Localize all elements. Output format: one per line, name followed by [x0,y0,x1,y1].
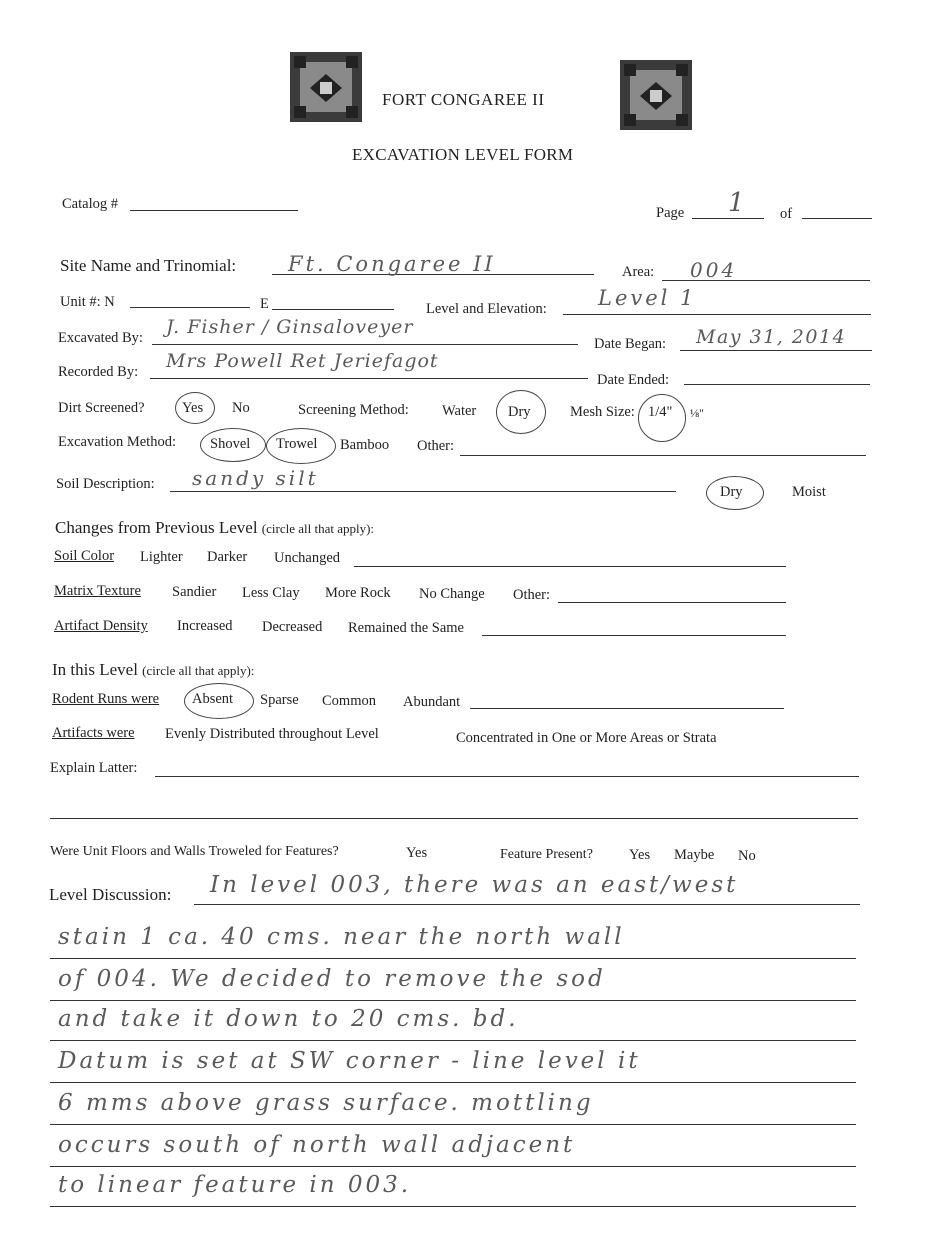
discussion-text-1: In level 003, there was an east/west [210,872,739,898]
date-began-field[interactable] [680,350,872,351]
excavation-other-field[interactable] [460,455,866,456]
shovel-option[interactable]: Shovel [210,436,251,452]
page-label: Page [656,205,685,221]
date-began-value: May 31, 2014 [696,326,847,348]
discussion-text-2: stain 1 ca. 40 cms. near the north wall [58,924,625,950]
decreased-option[interactable]: Decreased [262,619,323,635]
date-ended-label: Date Ended: [597,372,670,388]
artifact-density-field[interactable] [482,635,786,636]
concentrated-option[interactable]: Concentrated in One or More Areas or Strata [456,730,717,746]
rodent-runs-field[interactable] [470,708,784,709]
recorded-label: Recorded By: [58,364,139,380]
lighter-option[interactable]: Lighter [140,549,183,565]
site-value: Ft. Congaree II [288,252,496,276]
unit-n-field[interactable] [130,307,250,308]
evenly-option[interactable]: Evenly Distributed throughout Level [165,726,379,742]
common-option[interactable]: Common [322,693,376,709]
recorded-field[interactable] [150,378,588,379]
site-label: Site Name and Trinomial: [60,256,237,275]
matrix-texture-label: Matrix Texture [54,583,141,599]
mesh-size-label: Mesh Size: [570,404,635,420]
less-clay-option[interactable]: Less Clay [242,585,300,601]
recorded-value: Mrs Powell Ret Jeriefagot [166,350,439,372]
discussion-text-7: occurs south of north wall adjacent [58,1132,576,1158]
soil-desc-value: sandy silt [192,466,319,490]
artifact-density-label: Artifact Density [54,618,148,634]
absent-option[interactable]: Absent [192,691,234,707]
soil-color-label: Soil Color [54,548,115,564]
level-heading-text: In this Level [52,660,138,679]
soil-desc-field[interactable] [170,491,676,492]
unit-e-label: E [260,296,269,312]
dirt-screened-label: Dirt Screened? [58,400,145,416]
discussion-text-4: and take it down to 20 cms. bd. [58,1006,519,1032]
level-note: (circle all that apply): [142,663,255,678]
excavated-value: J. Fisher / Ginsaloveyer [166,316,414,338]
no-change-option[interactable]: No Change [419,586,485,602]
explain-field-2[interactable] [50,818,858,819]
changes-heading-text: Changes from Previous Level [55,518,258,537]
form-header-title: FORT CONGAREE II [382,90,545,109]
troweled-yes-option[interactable]: Yes [406,845,428,861]
excavation-other-label: Other: [417,438,455,454]
area-label: Area: [622,264,655,280]
page-value: 1 [728,188,748,218]
soil-moist-option[interactable]: Moist [792,484,826,500]
screening-method-label: Screening Method: [298,402,409,418]
sandier-option[interactable]: Sandier [172,584,217,600]
increased-option[interactable]: Increased [177,618,233,634]
feature-maybe-option[interactable]: Maybe [674,847,715,863]
level-label: Level and Elevation: [426,301,547,317]
soil-color-field[interactable] [354,566,786,567]
explain-field-1[interactable] [155,776,859,777]
artifacts-were-label: Artifacts were [52,725,135,741]
remained-option[interactable]: Remained the Same [348,620,464,636]
discussion-line-2[interactable] [50,958,856,959]
fort-logo-left [290,52,362,122]
dry-option[interactable]: Dry [508,404,531,420]
dirt-yes-option[interactable]: Yes [182,400,204,416]
area-value: 004 [690,258,738,282]
discussion-text-5: Datum is set at SW corner - line level it [58,1048,641,1074]
discussion-line-6[interactable] [50,1124,856,1125]
feature-yes-option[interactable]: Yes [629,847,651,863]
rodent-runs-label: Rodent Runs were [52,691,160,707]
of-field[interactable] [802,218,872,219]
troweled-question: Were Unit Floors and Walls Troweled for Features? [50,844,339,859]
page-field[interactable] [692,218,764,219]
level-heading [52,660,254,680]
matrix-other-field[interactable] [558,602,786,603]
discussion-line-8[interactable] [50,1206,856,1207]
discussion-text-3: of 004. We decided to remove the sod [58,966,606,992]
discussion-line-5[interactable] [50,1082,856,1083]
excavated-label: Excavated By: [58,330,143,346]
dirt-no-option[interactable]: No [232,400,250,416]
discussion-line-4[interactable] [50,1040,856,1041]
mesh-eighth-option[interactable]: ⅛" [690,406,704,420]
level-field[interactable] [563,314,871,315]
sparse-option[interactable]: Sparse [260,692,299,708]
date-ended-field[interactable] [684,384,870,385]
soil-desc-label: Soil Description: [56,476,155,492]
bamboo-option[interactable]: Bamboo [340,437,390,453]
unit-e-field[interactable] [272,309,394,310]
form-title: EXCAVATION LEVEL FORM [352,145,574,164]
of-label: of [780,206,793,222]
changes-heading [55,518,374,538]
water-option[interactable]: Water [442,403,477,419]
date-began-label: Date Began: [594,336,667,352]
discussion-text-6: 6 mms above grass surface. mottling [58,1090,594,1116]
catalog-label: Catalog # [62,196,118,212]
more-rock-option[interactable]: More Rock [325,585,391,601]
explain-label: Explain Latter: [50,760,138,776]
soil-dry-option[interactable]: Dry [720,484,743,500]
excavation-method-label: Excavation Method: [58,434,176,450]
unit-label: Unit #: N [60,294,115,310]
feature-no-option[interactable]: No [738,848,756,864]
unchanged-option[interactable]: Unchanged [274,550,341,566]
discussion-line-7[interactable] [50,1166,856,1167]
abundant-option[interactable]: Abundant [403,694,461,710]
discussion-label: Level Discussion: [49,885,172,904]
catalog-field[interactable] [130,210,298,211]
mesh-quarter-option[interactable]: 1/4" [648,404,673,420]
discussion-line-3[interactable] [50,1000,856,1001]
level-value: Level 1 [598,286,697,310]
darker-option[interactable]: Darker [207,549,248,565]
feature-question: Feature Present? [500,847,593,862]
fort-logo-right [620,60,692,130]
excavated-field[interactable] [152,344,578,345]
discussion-line-1[interactable] [194,904,860,905]
matrix-other-label: Other: [513,587,551,603]
changes-note: (circle all that apply): [261,521,375,536]
trowel-option[interactable]: Trowel [276,436,318,452]
discussion-text-8: to linear feature in 003. [58,1172,412,1198]
